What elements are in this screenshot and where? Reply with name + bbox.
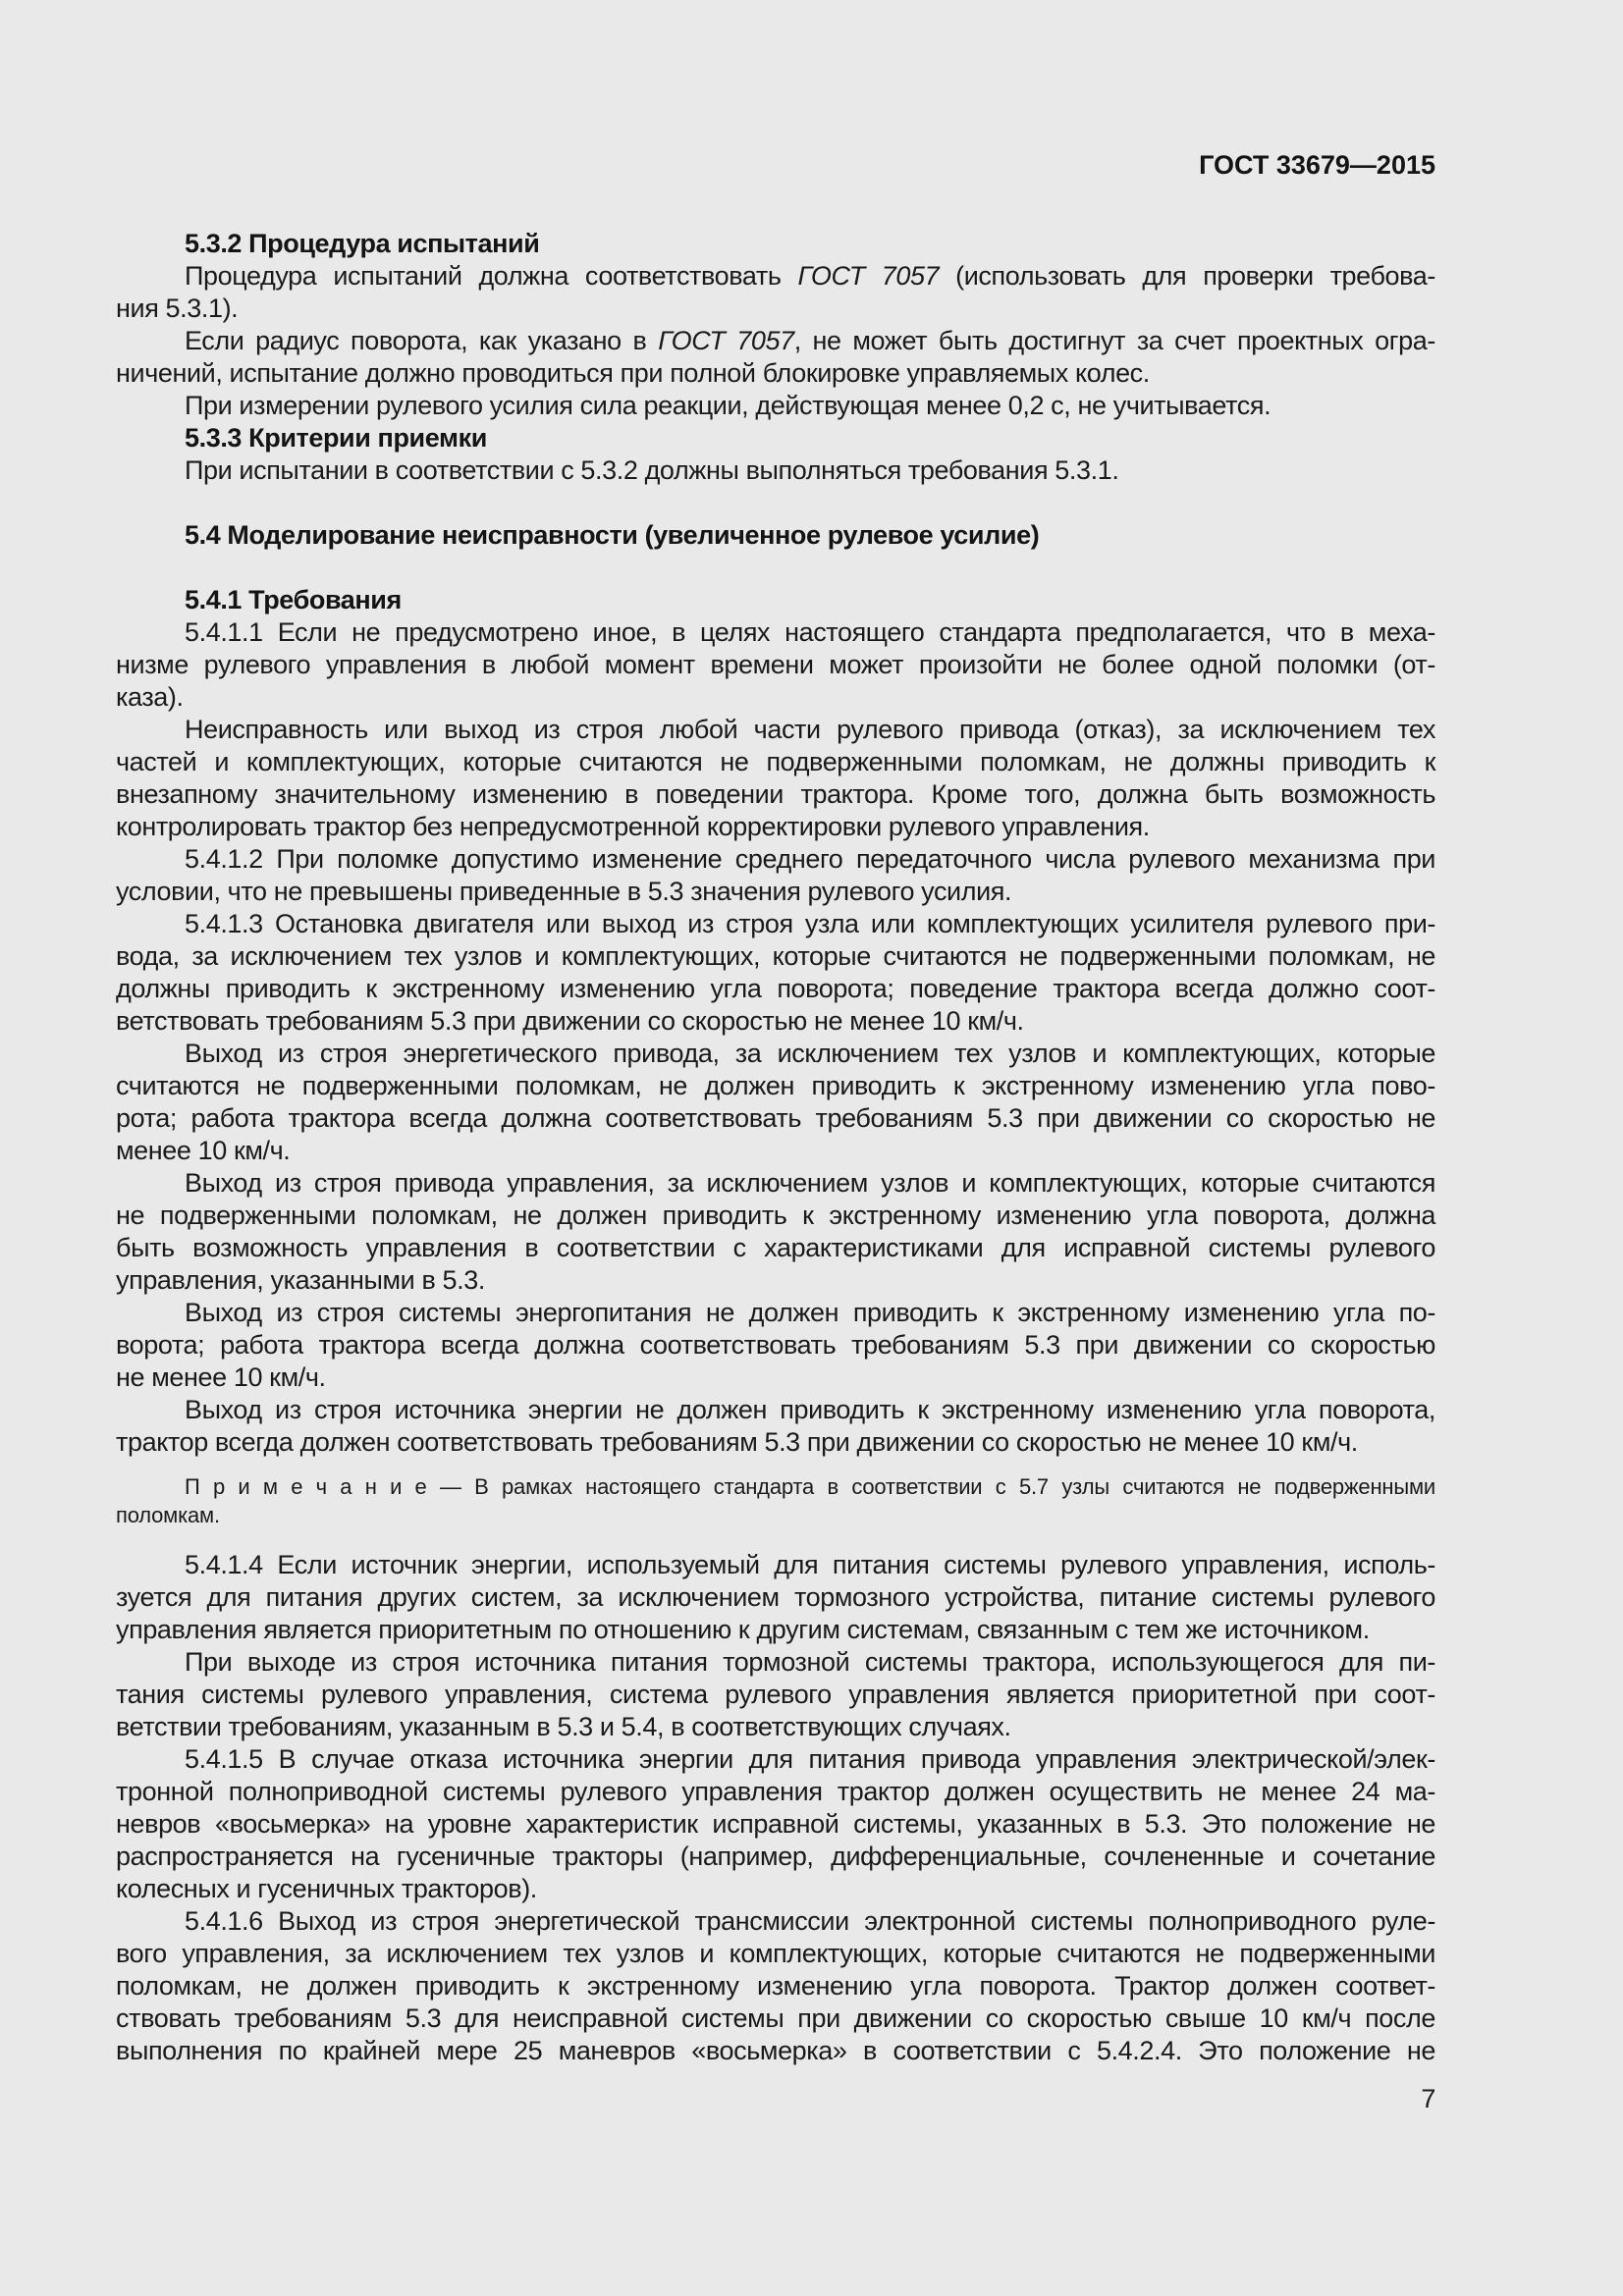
page-number: 7 xyxy=(1421,2084,1435,2113)
text-line: колесных и гусеничных тракторов). xyxy=(116,1874,537,1903)
text-line: управления, указанными в 5.3. xyxy=(116,1265,485,1295)
section-heading xyxy=(116,519,1435,552)
paragraph xyxy=(116,454,1435,487)
text-line: Неисправность или выход из строя любой части рулевого привода (отказ), за исключением тех xyxy=(185,715,1435,744)
paragraph xyxy=(116,1905,1435,2067)
text-line: внезапному значительному изменению в поведении трактора. Кроме того, должна быть возможность xyxy=(116,779,1435,809)
text-line: Выход из строя источника энергии не должен приводить к экстренному изменению угла поворота, xyxy=(185,1395,1435,1424)
paragraph xyxy=(116,325,1435,390)
text-line: контролировать трактор без непредусмотренной корректировки рулевого управления. xyxy=(116,812,1150,841)
subsection-heading xyxy=(116,228,1435,260)
text-line: тронной полноприводной системы рулевого управления трактор должен осуществить не менее 24 ма- xyxy=(116,1777,1435,1806)
text-line: При измерении рулевого усилия сила реакции, действующая менее 0,2 с, не учитывается. xyxy=(185,391,1271,420)
text-line: условии, что не превышены приведенные в 5.3 значения рулевого усилия. xyxy=(116,877,1012,906)
paragraph xyxy=(116,1743,1435,1905)
running-header xyxy=(0,0,1623,179)
text-line: тания системы рулевого управления, система рулевого управления является приоритетной при соот- xyxy=(116,1680,1435,1709)
text-line: каза). xyxy=(116,682,184,712)
text-line: При выходе из строя источника питания тормозной системы трактора, использующегося для пи- xyxy=(185,1647,1435,1677)
text-line: должны приводить к экстренному изменению угла поворота; поведение трактора всегда должно соот- xyxy=(116,974,1435,1003)
text-line: управления является приоритетным по отношению к другим системам, связанным с тем же источником. xyxy=(116,1615,1370,1644)
paragraph xyxy=(116,1646,1435,1743)
text-line: Процедура испытаний должна соответствовать ГОСТ 7057 (использовать для проверки требова- xyxy=(185,261,1435,291)
text-line: ветствовать требованиям 5.3 при движении со скоростью не менее 10 км/ч. xyxy=(116,1006,1024,1036)
text-line: менее 10 км/ч. xyxy=(116,1136,291,1165)
paragraph xyxy=(116,616,1435,714)
heading-text: 5.4 Моделирование неисправности (увеличенное рулевое усилие) xyxy=(185,520,1040,550)
text-line: частей и комплектующих, которые считаются не подверженными поломкам, не должны приводить к xyxy=(116,747,1435,776)
paragraph xyxy=(116,1167,1435,1297)
subsection-heading xyxy=(116,584,1435,616)
paragraph xyxy=(116,714,1435,843)
heading-text: 5.3.2 Процедура испытаний xyxy=(185,229,540,258)
paragraph xyxy=(116,1297,1435,1394)
paragraph xyxy=(116,390,1435,422)
text-line: трактор всегда должен соответствовать требованиям 5.3 при движении со скоростью не менее 10 км/ч. xyxy=(116,1427,1358,1457)
text-line: зуется для питания других систем, за исключением тормозного устройства, питание системы рулевого xyxy=(116,1582,1435,1612)
text-line: вого управления, за исключением тех узлов и комплектующих, которые считаются не подверженными xyxy=(116,1939,1435,1968)
text-line: ствовать требованиям 5.3 для неисправной системы при движении со скоростью свыше 10 км/ч после xyxy=(116,2003,1435,2033)
text-line: ворота; работа трактора всегда должна соответствовать требованиям 5.3 при движении со скоростью xyxy=(116,1330,1435,1360)
text-line: быть возможность управления в соответствии с характеристиками для исправной системы рулевого xyxy=(116,1233,1435,1262)
text-line: Выход из строя энергетического привода, за исключением тех узлов и комплектующих, которые xyxy=(185,1039,1435,1068)
paragraph xyxy=(116,908,1435,1038)
text-line: 5.4.1.1 Если не предусмотрено иное, в целях настоящего стандарта предполагается, что в меха- xyxy=(185,617,1435,647)
text-line: П р и м е ч а н и е — В рамках настоящего стандарта в соответствии с 5.7 узлы считаются не подверженными xyxy=(185,1474,1435,1499)
text-line: рота; работа трактора всегда должна соответствовать требованиям 5.3 при движении со скоростью не xyxy=(116,1103,1435,1133)
text-line: поломкам. xyxy=(116,1503,220,1527)
text-line: 5.4.1.6 Выход из строя энергетической трансмиссии электронной системы полноприводного руле- xyxy=(185,1906,1435,1936)
note xyxy=(116,1472,1435,1529)
document-body xyxy=(116,228,1435,2067)
text-line: выполнения по крайней мере 25 маневров «восьмерка» в соответствии с 5.4.2.4. Это положение не xyxy=(116,2036,1435,2065)
paragraph xyxy=(116,843,1435,908)
heading-text: 5.4.1 Требования xyxy=(185,585,402,614)
text-line: 5.4.1.5 В случае отказа источника энергии для питания привода управления электрической/элек- xyxy=(185,1744,1435,1774)
text-line: При испытании в соответствии с 5.3.2 должны выполняться требования 5.3.1. xyxy=(185,455,1119,485)
text-line: считаются не подверженными поломкам, не должен приводить к экстренному изменению угла пово- xyxy=(116,1071,1435,1100)
paragraph xyxy=(116,1038,1435,1167)
text-line: Выход из строя системы энергопитания не должен приводить к экстренному изменению угла по- xyxy=(185,1298,1435,1327)
paragraph xyxy=(116,1549,1435,1646)
text-line: Если радиус поворота, как указано в ГОСТ 7057, не может быть достигнут за счет проектных огра- xyxy=(185,326,1435,355)
text-line: не подверженными поломкам, не должен приводить к экстренному изменению угла поворота, должна xyxy=(116,1201,1435,1230)
subsection-heading xyxy=(116,422,1435,454)
text-line: невров «восьмерка» на уровне характеристик исправной системы, указанных в 5.3. Это положение не xyxy=(116,1809,1435,1839)
text-line: ния 5.3.1). xyxy=(116,294,239,323)
paragraph xyxy=(116,260,1435,325)
text-line: Выход из строя привода управления, за исключением узлов и комплектующих, которые считаются xyxy=(185,1168,1435,1198)
text-line: распространяется на гусеничные тракторы (например, дифференциальные, сочлененные и сочетание xyxy=(116,1842,1435,1871)
text-line: поломкам, не должен приводить к экстренному изменению угла поворота. Трактор должен соответ- xyxy=(116,1971,1435,2001)
document-content xyxy=(116,228,1435,2115)
text-line: ничений, испытание должно проводиться при полной блокировке управляемых колес. xyxy=(116,358,1150,388)
text-line: 5.4.1.4 Если источник энергии, используемый для питания системы рулевого управления, исполь- xyxy=(185,1550,1435,1579)
text-line: вода, за исключением тех узлов и комплектующих, которые считаются не подверженными поломкам, не xyxy=(116,941,1435,971)
text-line: ветствии требованиям, указанным в 5.3 и 5.4, в соответствующих случаях. xyxy=(116,1712,1011,1741)
paragraph xyxy=(116,1394,1435,1459)
heading-text: 5.3.3 Критерии приемки xyxy=(185,423,487,453)
standard-number: ГОСТ 33679—2015 xyxy=(1199,150,1435,180)
text-line: низме рулевого управления в любой момент времени может произойти не более одной поломки (от- xyxy=(116,650,1435,679)
text-line: 5.4.1.3 Остановка двигателя или выход из строя узла или комплектующих усилителя рулевого при- xyxy=(185,909,1435,938)
text-line: 5.4.1.2 При поломке допустимо изменение среднего передаточного числа рулевого механизма при xyxy=(185,844,1435,874)
text-line: не менее 10 км/ч. xyxy=(116,1362,326,1392)
